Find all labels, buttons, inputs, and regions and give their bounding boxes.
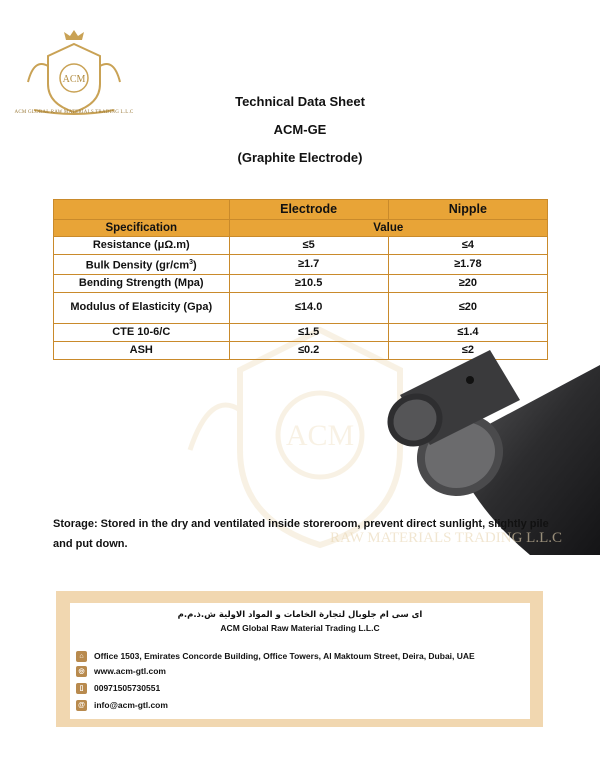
website-row <box>76 664 166 678</box>
table-row <box>54 274 548 292</box>
website-link[interactable]: www.acm-gtl.com <box>94 666 166 676</box>
email-link[interactable]: info@acm-gtl.com <box>94 700 168 710</box>
home-icon: ⌂ <box>76 651 87 662</box>
phone-row <box>76 681 160 695</box>
watermark-text: RAW MATERIALS TRADING L.L.C <box>330 530 562 546</box>
table-row <box>54 255 548 275</box>
row-nipple: ≥1.78 <box>388 255 547 275</box>
row-electrode: ≤14.0 <box>229 292 388 323</box>
row-nipple: ≤2 <box>388 341 547 359</box>
storage-note: Storage: Stored in the dry and ventilated inside storeroom, prevent direct sunlight, slightly pile and put down. <box>53 518 549 550</box>
row-nipple: ≤1.4 <box>388 323 547 341</box>
doc-title: Technical Data Sheet <box>235 94 365 109</box>
row-spec: Bulk Density $(gr/cm^3)$ <box>54 255 230 275</box>
phone-icon: ▯ <box>76 683 87 694</box>
table-header-blank <box>54 200 230 220</box>
row-nipple: ≤4 <box>388 237 547 255</box>
address-text: Office 1503, Emirates Concorde Building, Office Towers, Al Maktoum Street, Deira, Dubai, UAE <box>94 651 475 661</box>
spec-table <box>53 199 548 360</box>
table-row <box>54 323 548 341</box>
row-electrode: ≤5 <box>229 237 388 255</box>
row-electrode: ≤1.5 <box>229 323 388 341</box>
row-spec: CTE 10-6/C <box>54 323 230 341</box>
row-spec: Modulus of Elasticity (Gpa) <box>54 292 230 323</box>
globe-icon: ◎ <box>76 666 87 677</box>
table-subheader-row <box>54 220 548 237</box>
value-label: Value <box>229 220 548 237</box>
phone-text: 00971505730551 <box>94 683 161 693</box>
table-row <box>54 292 548 323</box>
row-electrode: ≤0.2 <box>229 341 388 359</box>
row-spec: ASH <box>54 341 230 359</box>
product-name: (Graphite Electrode) <box>237 150 363 165</box>
row-electrode: ≥10.5 <box>229 274 388 292</box>
row-spec: Resistance (μΩ.m) <box>54 237 230 255</box>
email-icon: @ <box>76 700 87 711</box>
table-header-row <box>54 200 548 220</box>
row-nipple: ≤20 <box>388 292 547 323</box>
col-electrode: Electrode <box>229 200 388 220</box>
row-nipple: ≥20 <box>388 274 547 292</box>
product-code: ACM-GE <box>273 122 327 137</box>
footer-company-name: ACM Global Raw Material Trading L.L.C <box>220 623 380 633</box>
spec-label: Specification <box>54 220 230 237</box>
svg-text:ACM: ACM <box>285 419 355 452</box>
col-nipple: Nipple <box>388 200 547 220</box>
footer-arabic-name: ای سی ام جلوبال لتجارة الخامات و المواد الاولیة ش.ذ.م.م <box>177 610 423 620</box>
logo-text: ACM GLOBAL RAW MATERIALS TRADING L.L.C <box>14 110 134 115</box>
row-electrode: ≥1.7 <box>229 255 388 275</box>
email-row <box>76 698 168 712</box>
table-row <box>54 237 548 255</box>
row-spec: Bending Strength (Mpa) <box>54 274 230 292</box>
svg-text:ACM: ACM <box>62 74 86 85</box>
address-row <box>76 649 475 663</box>
